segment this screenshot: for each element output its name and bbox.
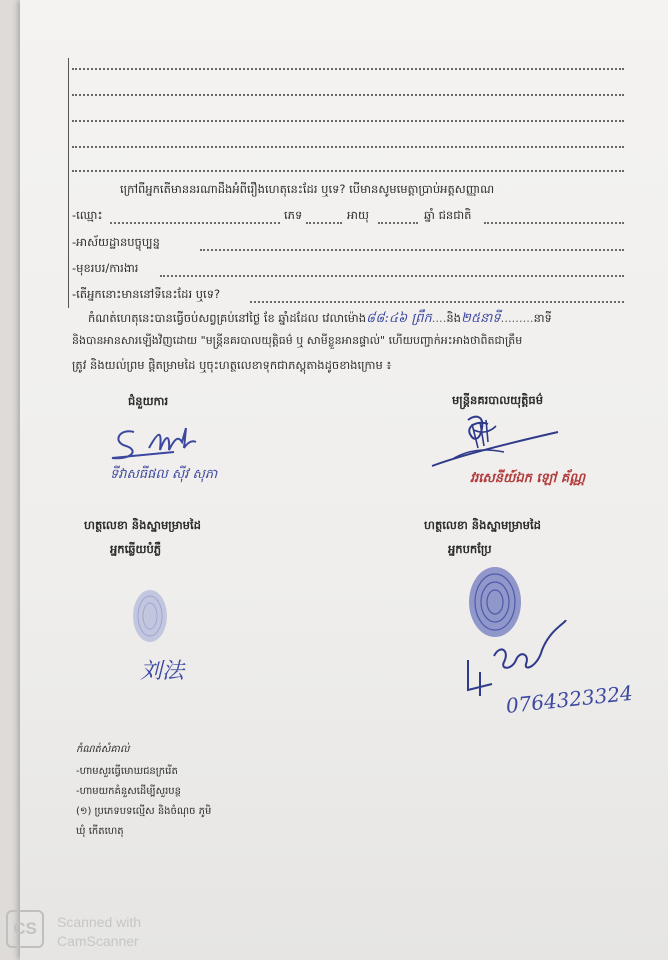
camscanner-line2: CamScanner (57, 933, 139, 949)
nationality-field (484, 222, 624, 224)
notes-item: ឃុំ កើតហេតុ (76, 826, 124, 837)
sex-label: ភេទ (284, 208, 303, 222)
closing-text-a: កំណត់ហេតុនេះបានធ្វើចប់សព្វគ្រប់នៅថ្ងៃ ខែ ឆ្នាំដដែល វេលាម៉ោង (88, 311, 367, 325)
clerk-label: ជំនួយការ (128, 394, 169, 408)
interpreter-signature (460, 620, 570, 696)
age-label: អាយុ (347, 208, 369, 222)
notes-item: (១) ប្រភេទបទល្មើស និងចំណុច ភូមិ (76, 806, 212, 817)
blank-line (72, 146, 624, 148)
address-label: -អាស័យដ្ឋានបច្ចុប្បន្ន (72, 235, 160, 249)
age-field (378, 222, 418, 224)
blank-line (72, 120, 624, 122)
dots: .... (431, 311, 447, 325)
notes-item: -ហាមសួរធ្វើមោឃជនក្ររើត (76, 766, 178, 777)
respondent-handwritten-name: 刘法 (140, 659, 185, 684)
respondent-thumbprint (130, 588, 170, 644)
notes-title: កំណត់សំគាល់ (76, 744, 130, 755)
occupation-field (160, 275, 624, 277)
clerk-signature (104, 420, 214, 465)
interpreter-label: ហត្ថលេខា និងស្នាមម្រាមដៃ (424, 518, 541, 532)
name-field (110, 222, 280, 224)
clerk-handwritten-name: ទីវាសធីផល ស៊ីវ សុភា (110, 467, 218, 482)
interpreter-phone: 0764323324 (504, 680, 634, 718)
name-label: -ឈ្មោះ (72, 208, 103, 222)
respondent-label: ហត្ថលេខា និងស្នាមម្រាមដៃ (84, 518, 201, 532)
officer-label: មន្ត្រីនគរបាលយុត្តិធម៌ (452, 393, 544, 407)
minute-handwritten: ២៥នាទី (460, 311, 501, 326)
address-field (200, 249, 624, 251)
closing-line3: ត្រូវ និងយល់ព្រម ផ្តិតម្រាមដៃ ឬចុះហត្ថលេខាទុកជាភស្តុតាងដូចខាងក្រោម ៖ (72, 358, 392, 372)
blank-line (72, 170, 624, 172)
dots: ......... (500, 311, 534, 325)
camscanner-logo: CS (6, 910, 44, 948)
blank-line (72, 94, 624, 96)
witness-question: ក្រៅពីអ្នកតើមាននរណាដឹងអំពីរឿងហេតុនេះដែរ ឬទេ? បើមានសូមមេត្តាប្រាប់អត្តសញ្ញាណ (120, 182, 495, 196)
officer-stamp-name: វរសេនីយ៍ឯក ឡៅ គ័ណ្ណ (470, 471, 586, 486)
closing-line1 (88, 310, 552, 329)
camscanner-line1: Scanned with (57, 914, 142, 930)
nationality-label: ឆ្នាំ ជនជាតិ (424, 208, 472, 222)
occupation-label: -មុខរបរ/ការងារ (72, 261, 139, 275)
closing-text-c: នាទី (533, 311, 552, 325)
presence-label: -តើអ្នកនោះមាននៅទីនេះដែរ ឬទេ? (72, 287, 221, 301)
sex-field (306, 222, 342, 224)
hour-handwritten: ៨៨:៤៦ ព្រឹក (366, 311, 432, 326)
notes-item: -ហាមយកគំនួសដើម្បីសួរបន្ថ (76, 786, 181, 797)
officer-signature (424, 408, 564, 470)
blank-line (72, 68, 624, 70)
interpreter-role: អ្នកបកប្រែ (448, 542, 492, 556)
presence-field (250, 301, 624, 303)
respondent-role: អ្នកឆ្លើយបំភ្លឺ (110, 542, 162, 556)
margin-line (68, 58, 69, 308)
closing-line2: និងបានអានសារឡើងវិញដោយ "មន្ត្រីនគរបាលយុត្តិធម៌ ឬ សាមីខ្លួនអានផ្ទាល់" ហើយបញ្ជាក់អះអាងថាពិតជាត្រឹម (72, 334, 523, 347)
closing-text-b: និង (446, 311, 461, 325)
